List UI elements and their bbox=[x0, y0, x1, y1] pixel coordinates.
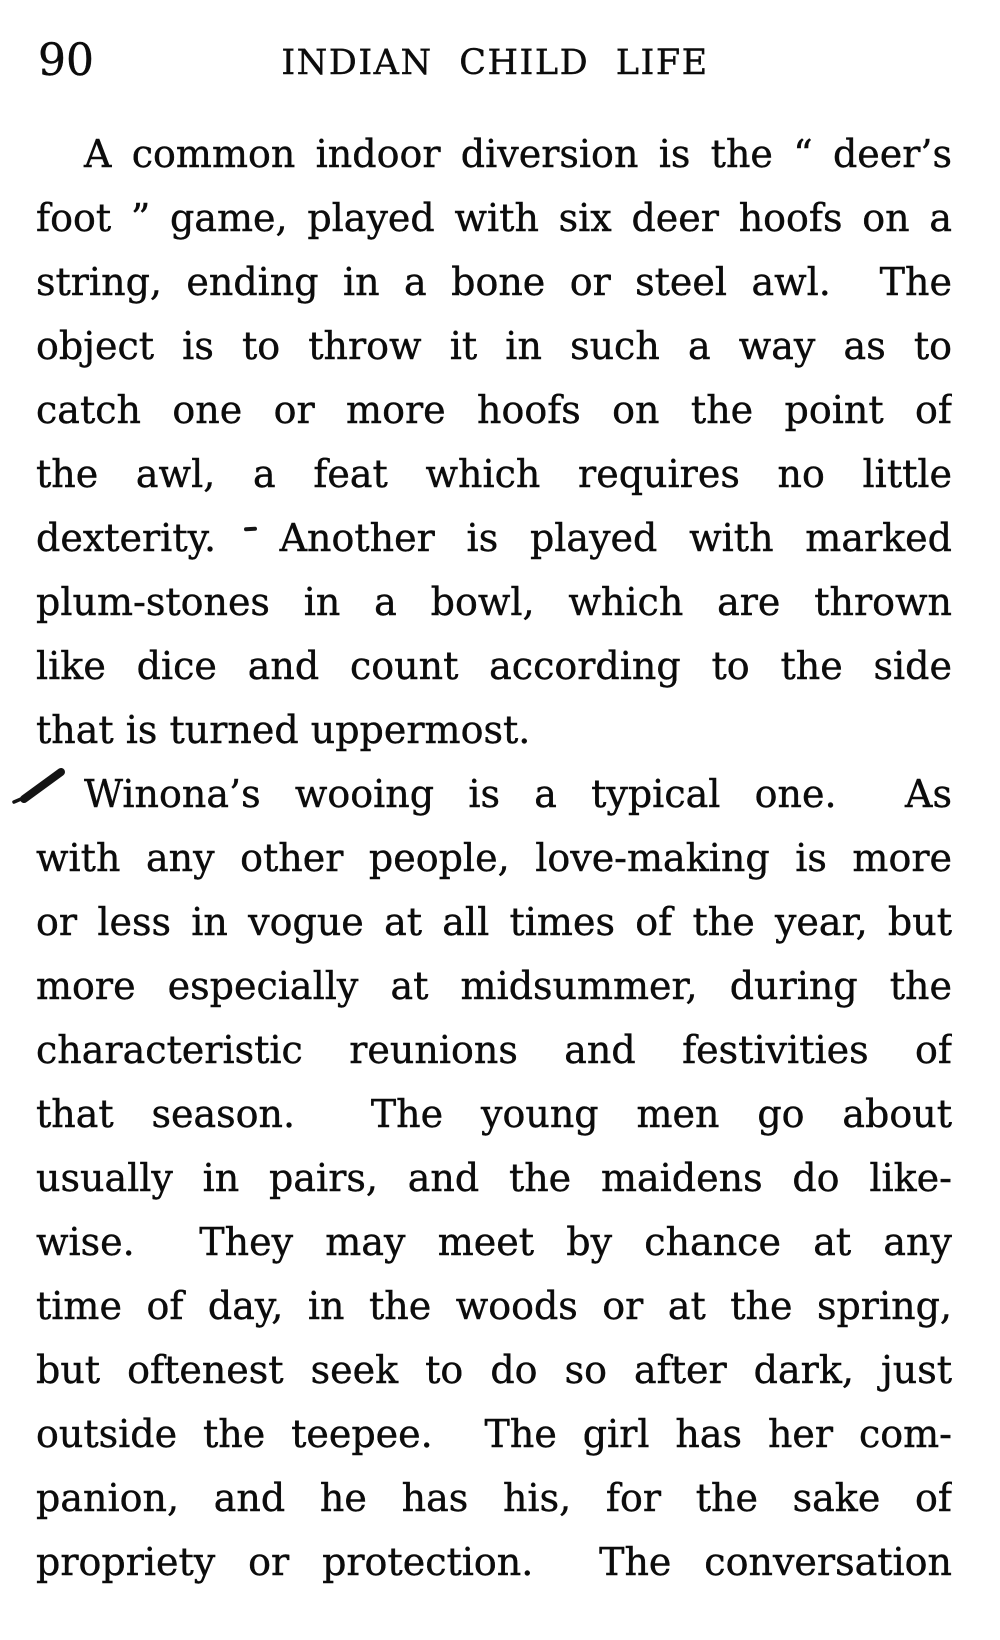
text-line: wise. They may meet by chance at any bbox=[36, 1220, 952, 1264]
text-line: that season. The young men go about bbox=[36, 1092, 952, 1136]
text-line: Winona’s wooing is a typical one. As bbox=[84, 772, 952, 816]
text-line: foot ” game, played with six deer hoofs on a bbox=[36, 196, 952, 240]
page-number: 90 bbox=[38, 35, 94, 86]
text-line: more especially at midsummer, during the bbox=[36, 964, 952, 1008]
text-line: propriety or protection. The conversation bbox=[36, 1540, 952, 1584]
text-line: with any other people, love-making is more bbox=[36, 836, 952, 880]
page-text bbox=[36, 122, 952, 1594]
text-line: time of day, in the woods or at the spring, bbox=[36, 1284, 952, 1328]
running-title: INDIAN CHILD LIFE bbox=[281, 43, 709, 83]
text-line: catch one or more hoofs on the point of bbox=[36, 388, 952, 432]
text-line: dexterity. Another is played with marked bbox=[36, 516, 952, 560]
text-line: like dice and count according to the side bbox=[36, 644, 952, 688]
running-header bbox=[36, 35, 964, 88]
text-line: that is turned uppermost. bbox=[36, 708, 531, 752]
text-line: but oftenest seek to do so after dark, just bbox=[36, 1348, 952, 1392]
text-line: panion, and he has his, for the sake of bbox=[36, 1476, 952, 1520]
text-line: A common indoor diversion is the “ deer’s bbox=[84, 132, 952, 176]
text-line: or less in vogue at all times of the year, but bbox=[36, 900, 952, 944]
text-line: characteristic reunions and festivities of bbox=[36, 1028, 952, 1072]
text-line: the awl, a feat which requires no little bbox=[36, 452, 952, 496]
text-line: plum-stones in a bowl, which are thrown bbox=[36, 580, 952, 624]
text-line: string, ending in a bone or steel awl. The bbox=[36, 260, 952, 304]
text-line: outside the teepee. The girl has her com- bbox=[36, 1412, 952, 1456]
text-line: object is to throw it in such a way as to bbox=[36, 324, 952, 368]
text-line: usually in pairs, and the maidens do like- bbox=[36, 1156, 952, 1200]
